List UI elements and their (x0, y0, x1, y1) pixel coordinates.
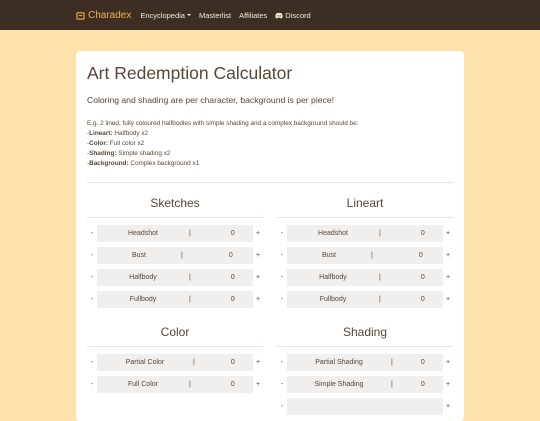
example-key: Background: (89, 160, 129, 168)
counter-value[interactable]: 0 (420, 359, 425, 366)
separator: | (193, 359, 195, 366)
increment-button[interactable]: + (445, 274, 451, 281)
decrement-button[interactable]: - (280, 230, 284, 237)
increment-button[interactable]: + (255, 230, 261, 237)
example-block (87, 119, 358, 169)
counter-field (97, 291, 253, 308)
counter-sketches-halfbody (87, 269, 263, 286)
counter-field (287, 291, 443, 308)
counter-label: Partial Shading (315, 359, 363, 366)
brand-link[interactable] (76, 10, 131, 21)
counter-field (287, 376, 443, 393)
counter-label: Fullbody (129, 296, 157, 303)
decrement-button[interactable]: - (90, 381, 94, 388)
nav-encyclopedia[interactable] (140, 11, 191, 20)
calculator-card (76, 51, 464, 421)
brand-name: Charadex (88, 9, 132, 21)
counter-lineart-headshot (277, 225, 453, 242)
page-title: Art Redemption Calculator (87, 63, 293, 83)
separator: | (379, 274, 381, 281)
counter-label: Headshot (128, 230, 158, 237)
nav-masterlist-label: Masterlist (198, 10, 232, 20)
decrement-button[interactable]: - (280, 252, 284, 259)
section-divider (277, 346, 453, 347)
counter-field (97, 354, 253, 371)
section-title-sketches: Sketches (150, 196, 200, 210)
counter-shading-partial-hidden (277, 398, 453, 415)
example-value: Full color x2 (107, 140, 145, 148)
navbar (0, 0, 540, 30)
example-prefix: - (87, 150, 90, 158)
separator: | (189, 230, 191, 237)
example-value: Simple shading x2 (116, 150, 171, 158)
increment-button[interactable]: + (445, 252, 451, 259)
separator: | (189, 296, 191, 303)
box-icon (76, 11, 85, 20)
example-intro: E.g. 2 lined, fully coloured halfbodies with simple shading and a complex background should be: (87, 120, 359, 127)
counter-field (287, 269, 443, 286)
nav-discord-label: Discord (285, 10, 311, 20)
counter-label: Simple Shading (314, 381, 364, 388)
counter-lineart-fullbody (277, 291, 453, 308)
increment-button[interactable]: + (445, 381, 451, 388)
counter-value[interactable]: 0 (230, 230, 235, 237)
counter-label: Headshot (318, 230, 348, 237)
example-prefix: - (87, 140, 90, 148)
caret-down-icon (187, 14, 191, 16)
section-title-shading: Shading (342, 325, 388, 339)
counter-value[interactable]: 0 (228, 252, 233, 259)
counter-label: Halfbody (129, 274, 157, 281)
decrement-button[interactable]: - (90, 359, 94, 366)
example-key: Shading: (89, 150, 117, 158)
counter-field (97, 376, 253, 393)
increment-button[interactable]: + (445, 359, 451, 366)
counter-field (287, 398, 443, 415)
page-subtitle: Coloring and shading are per character, background is per piece! (87, 95, 334, 105)
example-key: Color: (89, 140, 108, 148)
separator: | (391, 359, 393, 366)
nav-affiliates[interactable] (239, 11, 267, 20)
increment-button[interactable]: + (445, 403, 451, 410)
section-divider (87, 217, 263, 218)
example-value: Halfbody x2 (112, 130, 149, 138)
discord-icon (275, 12, 283, 19)
example-line (87, 149, 358, 159)
nav-discord[interactable] (275, 11, 310, 20)
separator: | (371, 252, 373, 259)
separator: | (379, 296, 381, 303)
nav-encyclopedia-label: Encyclopedia (140, 10, 185, 20)
counter-field (287, 225, 443, 242)
counter-field (287, 354, 443, 371)
counter-shading-simple (277, 376, 453, 393)
counter-color-full (87, 376, 263, 393)
counter-value[interactable]: 0 (420, 296, 425, 303)
counter-sketches-headshot (87, 225, 263, 242)
increment-button[interactable]: + (255, 296, 261, 303)
decrement-button[interactable]: - (90, 252, 94, 259)
decrement-button[interactable]: - (280, 296, 284, 303)
section-title-lineart: Lineart (346, 196, 384, 210)
separator: | (391, 381, 393, 388)
increment-button[interactable]: + (255, 359, 261, 366)
nav-affiliates-label: Affiliates (239, 10, 268, 20)
separator: | (189, 274, 191, 281)
counter-shading-partial (277, 354, 453, 371)
separator: | (189, 381, 191, 388)
section-title-color: Color (160, 325, 190, 339)
counter-value[interactable]: 0 (418, 252, 423, 259)
decrement-button[interactable]: - (280, 274, 284, 281)
counter-value[interactable]: 0 (420, 274, 425, 281)
counter-field (287, 247, 443, 264)
decrement-button[interactable]: - (90, 296, 94, 303)
decrement-button[interactable]: - (90, 274, 94, 281)
example-value: Complex background x1 (128, 160, 200, 168)
decrement-button[interactable]: - (90, 230, 94, 237)
decrement-button[interactable]: - (280, 403, 284, 410)
decrement-button[interactable]: - (280, 359, 284, 366)
counter-label: Bust (131, 252, 146, 259)
counter-value[interactable]: 0 (420, 230, 425, 237)
divider (87, 182, 454, 183)
counter-label: Partial Color (125, 359, 165, 366)
example-line (87, 139, 358, 149)
counter-value[interactable]: 0 (230, 296, 235, 303)
increment-button[interactable]: + (255, 381, 261, 388)
counter-field (97, 247, 253, 264)
example-prefix: - (87, 160, 90, 168)
counter-sketches-bust (87, 247, 263, 264)
counter-field (97, 269, 253, 286)
section-divider (277, 217, 453, 218)
example-line (87, 159, 358, 169)
separator: | (181, 252, 183, 259)
increment-button[interactable]: + (255, 252, 261, 259)
counter-value[interactable]: 0 (230, 381, 235, 388)
counter-value[interactable]: 0 (230, 359, 235, 366)
example-key: Lineart: (89, 130, 113, 138)
section-divider (87, 346, 263, 347)
separator: | (379, 230, 381, 237)
increment-button[interactable]: + (255, 274, 261, 281)
decrement-button[interactable]: - (280, 381, 284, 388)
counter-color-partial (87, 354, 263, 371)
example-line (87, 129, 358, 139)
counter-label: Bust (321, 252, 336, 259)
counter-sketches-fullbody (87, 291, 263, 308)
counter-value[interactable]: 0 (420, 381, 425, 388)
counter-lineart-halfbody (277, 269, 453, 286)
counter-value[interactable]: 0 (230, 274, 235, 281)
counter-lineart-bust (277, 247, 453, 264)
counter-label: Halfbody (319, 274, 347, 281)
counter-field (97, 225, 253, 242)
increment-button[interactable]: + (445, 230, 451, 237)
example-prefix: - (87, 130, 90, 138)
counter-label: Full Color (128, 381, 158, 388)
counter-label: Fullbody (319, 296, 347, 303)
increment-button[interactable]: + (445, 296, 451, 303)
nav-masterlist[interactable] (199, 11, 231, 20)
